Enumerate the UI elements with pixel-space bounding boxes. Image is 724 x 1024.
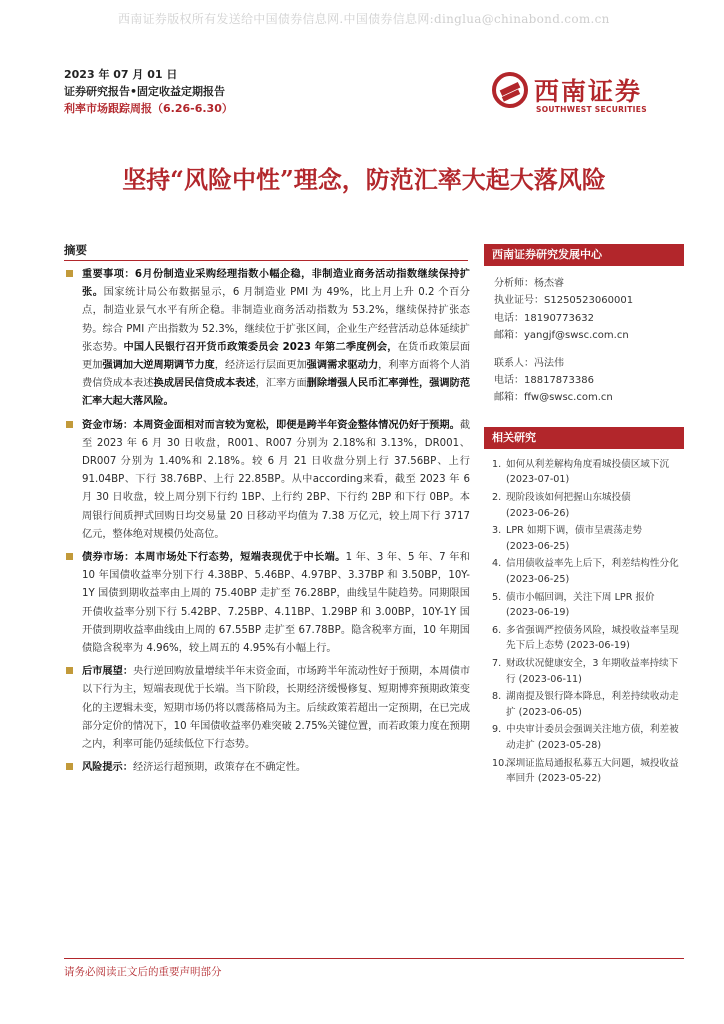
abstract-body: [64, 266, 470, 782]
related-item[interactable]: 8. 湖南提及银行降本降息，利差持续收动走扩 (2023-06-05): [492, 691, 679, 718]
abstract-paragraph: 后市展望：央行逆回购放量增续半年末资金面，市场跨半年流动性好于预期，本周债市以下行为主，短端表现优于长端。当下阶段，长期经济缓慢修复、短期博弈预期政策变化的主逻辑未变，短期市场仍将以震荡格局为主。后续政策若超出一定预期，在已完成部分定价的情况下，10 年国债收益率仍难突破 2.75%关键位置，而若政策力度在预期之内，利率可能仍延续低位下行态势。: [82, 666, 471, 751]
related-item[interactable]: 7. 财政状况健康安全，3 年期收益率持续下行 (2023-06-11): [492, 657, 679, 685]
abstract-divider: [64, 260, 468, 261]
abstract-item-outlook: [64, 663, 470, 754]
logo-name-en: SOUTHWEST SECURITIES: [536, 105, 647, 114]
related-item[interactable]: 3. LPR 如期下调，债市呈震荡走势 (2023-06-25): [492, 525, 642, 552]
contact-spacer: [494, 345, 684, 355]
analyst-contacts: [484, 266, 684, 407]
watermark: 西南证券版权所有发送给中国债券信息网.中国债券信息网:dinglua@chinabond.com.cn: [118, 12, 610, 26]
related-item[interactable]: 4. 信用债收益率先上后下，利差结构性分化 (2023-06-25): [492, 558, 679, 585]
abstract-paragraph: 债券市场：本周市场处下行态势，短端表现优于中长端。1 年、3 年、5 年、7 年和 10 年国债收益率分别下行 4.38BP、5.46BP、4.97BP、3.37BP 和 3.50BP，10Y-1Y 国债到期收益率由上周的 75.40BP 走扩至 76.28BP，曲线呈牛陡趋势。同期限国开债收益率分别下行 5.42BP、7.25BP、4.11BP、1.29BP 和 3.00BP，10Y-1Y 国开债到期收益率曲线由上周的 67.55BP 走扩至 67.78BP。隐含税率方面，10 年期国债隐含税率为 4.96%，较上周五的 4.95%有小幅上行。: [82, 552, 470, 655]
bullet-icon: [66, 553, 73, 560]
abstract-item-money-market: [64, 417, 470, 544]
report-date: 2023 年 07 月 01 日: [64, 68, 178, 81]
related-research-heading: 相关研究: [484, 427, 684, 449]
abstract-paragraph: 资金市场：本周资金面相对而言较为宽松，即便是跨半年资金整体情况仍好于预期。截至 2023 年 6 月 30 日收盘，R001、R007 分别为 2.18%和 3.13%，DR001、DR007 分别为 1.40%和 2.18%。较 6 月 21 日收盘分别上行 37.56BP、上行 91.04BP、下行 38.76BP、上行 22.85BP。从中according来看，截至 2023 年 6 月 30 日收盘，较上周分别下行约 1BP、上行约 2BP、下行约 2BP 和下行 0BP。本周银行间质押式回购日均交易量 20 日移动平均值为 7.38 万亿元，较上周下行 3717 亿元，整体绝对规模仍处高位。: [82, 419, 471, 540]
related-item[interactable]: 2. 现阶段该如何把握山东城投债 (2023-06-26): [492, 492, 631, 519]
logo-mark-icon: [492, 72, 528, 108]
bullet-icon: [66, 667, 73, 674]
contact-phone: 电话：18817873386: [494, 375, 594, 387]
report-meta: [64, 66, 394, 117]
related-research-list: [484, 449, 684, 787]
abstract-paragraph: 风险提示：经济运行超预期，政策存在不确定性。: [82, 762, 307, 774]
related-item[interactable]: 5. 债市小幅回调，关注下周 LPR 报价 (2023-06-19): [492, 591, 655, 619]
sidebar: [484, 244, 684, 789]
logo-name-cn: 西南证券: [534, 77, 643, 106]
analyst-license: 执业证号：S1250523060001: [494, 295, 634, 307]
company-logo: [492, 70, 672, 120]
analyst-email[interactable]: 邮箱：yangjf@swsc.com.cn: [494, 330, 629, 342]
related-item[interactable]: 1. 如何从利差解构角度看城投债区域下沉 (2023-07-01): [492, 458, 670, 486]
related-item[interactable]: 6. 多省强调严控债务风险，城投收益率呈现先下后上态势 (2023-06-19): [492, 624, 679, 652]
bullet-icon: [66, 763, 73, 770]
report-title: 坚持“风险中性”理念，防范汇率大起大落风险: [122, 165, 606, 194]
bullet-icon: [66, 270, 73, 277]
report-type: 证券研究报告•固定收益定期报告: [64, 85, 226, 98]
abstract-item-risk: [64, 759, 470, 777]
bullet-icon: [66, 421, 73, 428]
report-series: 利率市场跟踪周报（6.26-6.30）: [64, 102, 233, 115]
footer-disclaimer: 请务必阅读正文后的重要声明部分: [64, 966, 222, 978]
related-item[interactable]: 10. 深圳证监局通报私募五大问题，城投收益率回升 (2023-05-22): [492, 757, 679, 785]
research-center-heading: 西南证券研究发展中心: [484, 244, 684, 266]
contact-name: 联系人：冯法伟: [494, 357, 564, 369]
analyst-phone: 电话：18190773632: [494, 312, 594, 324]
footer-divider: [64, 958, 684, 959]
abstract-paragraph: 重要事项：6月份制造业采购经理指数小幅企稳，非制造业商务活动指数继续保持扩张。国家统计局公布数据显示，6 月制造业 PMI 为 49%，比上月上升 0.2 个百分点，制造业景气水平有所企稳。非制造业商务活动指数为 53.2%，继续保持扩张态势。综合 PMI 产出指数为 52.3%，继续位于扩张区间，企业生产经营活动总体延续扩张态势。中国人民银行召开货币政策委员会 2023 年第二季度例会，在货币政策层面更加强调加大逆周期调节力度，经济运行层面更加强调需求驱动力，利率方面将个人消费信贷成本表述换成居民信贷成本表述，汇率方面删除增强人民币汇率弹性，强调防范汇率大起大落风险。: [82, 269, 471, 408]
abstract-heading: 摘要: [64, 243, 87, 257]
abstract-item-key-events: [64, 266, 470, 412]
abstract-item-bond-market: [64, 549, 470, 658]
contact-email[interactable]: 邮箱：ffw@swsc.com.cn: [494, 392, 613, 404]
related-item[interactable]: 9. 中央审计委员会强调关注地方债，利差被动走扩 (2023-05-28): [492, 724, 679, 751]
analyst-name: 分析师：杨杰睿: [494, 278, 564, 289]
